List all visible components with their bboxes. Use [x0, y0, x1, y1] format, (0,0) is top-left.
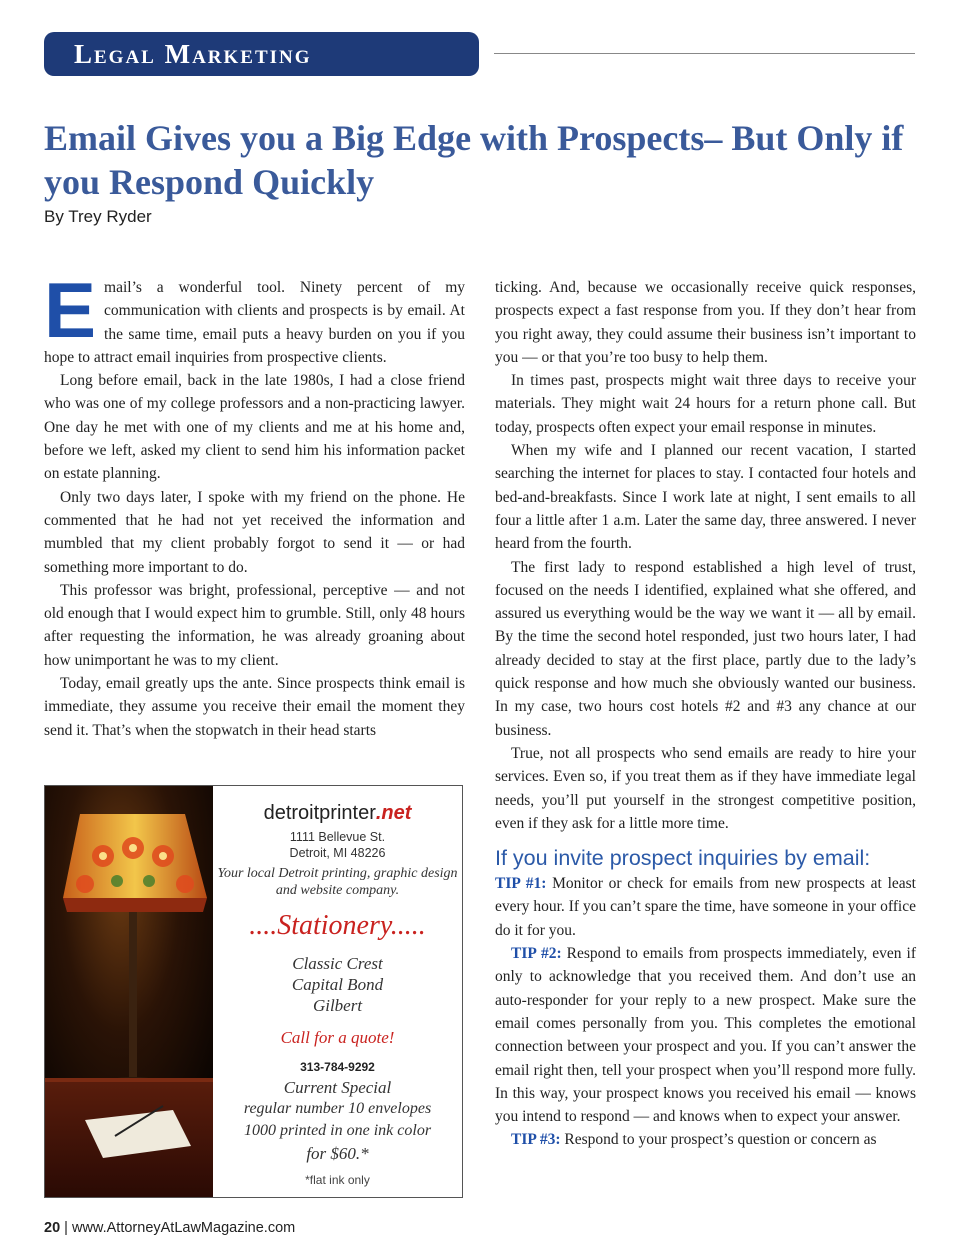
ad-headline: ....Stationery.....	[249, 910, 426, 941]
byline: By Trey Ryder	[44, 207, 152, 226]
ad-cta: Call for a quote!	[280, 1028, 395, 1047]
subhead: If you invite prospect inquiries by email:	[495, 846, 871, 871]
paragraph-2: Long before email, back in the late 1980s, I had a close friend who was one of my college professors and a non-practicing lawyer. One day he met with one of my clients and me at his home and, before we left, asked my client to send him his information packet on estate planning.	[44, 372, 465, 483]
tip-3-text: Respond to your prospect’s question or concern as	[560, 1131, 877, 1149]
ad-special-4: for $60.*	[306, 1144, 369, 1163]
paragraph-6: ticking. And, because we occasionally receive quick responses, prospects expect a fast response from you. If they don’t hear from you right away, they could assume their business isn’t important to you — or that you’re too busy to help them.	[495, 279, 916, 366]
drop-cap: E	[44, 266, 97, 354]
ad-brand-tld: .net	[375, 802, 412, 824]
paragraph-4: This professor was bright, professional, perceptive — and not old enough that I would expect him to grumble. Still, only 48 hours after requesting the information, he was already groaning about how unimportant he was to my client.	[44, 581, 465, 669]
footer-separator: |	[64, 1220, 68, 1236]
ad-address-line-2: Detroit, MI 48226	[289, 846, 386, 860]
tip-3-label: TIP #3:	[511, 1131, 561, 1149]
ad-tagline-line-2: and website company.	[275, 883, 400, 898]
tip-3	[495, 1128, 916, 1151]
ad-brand-name: detroitprinter	[263, 802, 376, 824]
paragraph-9: The first lady to respond established a high level of trust, focused on the needs I identified, explained what she offered, and assured us everything would be the way we want it — all by email. By the time the second hotel responded, just two hours later, I had already decided to stay at the first place, partly due to the lady’s quick response and how much she obviously wanted our business. In my case, two hours cost hotels #2 and #3 any chance at our business.	[495, 558, 916, 739]
ad-stock-1: Classic Crest	[292, 954, 383, 973]
tip-2	[495, 942, 916, 1128]
page-number: 20	[44, 1220, 61, 1236]
left-column	[44, 266, 465, 742]
tip-2-label: TIP #2:	[511, 945, 562, 963]
ad-stock-3: Gilbert	[312, 996, 363, 1015]
right-column	[495, 276, 916, 1152]
tip-1	[495, 872, 916, 942]
paragraph-3: Only two days later, I spoke with my friend on the phone. He commented that he had not yet received the information and mumbled that my client probably forgot to send it — or had something more important to do.	[44, 488, 465, 576]
paragraph-1-text: mail’s a wonderful tool. Ninety percent of my communication with clients and prospects is by email. At the same time, email puts a heavy burden on you if you hope to attract email inquiries from prospective clients.	[44, 279, 465, 366]
printer-advertisement	[44, 785, 463, 1198]
section-label: Legal Marketing	[74, 39, 312, 69]
tiffany-lamp-photo	[45, 786, 213, 1197]
ad-address-line-1: 1111 Bellevue St.	[289, 830, 386, 844]
ad-special-1: Current Special	[283, 1078, 392, 1097]
footer-site: www.AttorneyAtLawMagazine.com	[71, 1220, 296, 1236]
ad-special-3: 1000 printed in one ink color	[243, 1122, 432, 1139]
tip-1-text: Monitor or check for emails from new prospects at least every hour. If you can’t spare the time, have someone in your office do it for you.	[495, 875, 916, 939]
paragraph-5: Today, email greatly ups the ante. Since prospects think email is immediate, they assume you receive their email the moment they send it. That’s when the stopwatch in their head starts	[44, 675, 465, 739]
ad-tagline-line-1: Your local Detroit printing, graphic design	[217, 866, 458, 881]
section-header-tab	[44, 32, 479, 76]
ad-text-panel	[213, 786, 462, 1197]
page-footer	[44, 1220, 295, 1236]
ad-footnote: *flat ink only	[305, 1173, 370, 1187]
paragraph-8: When my wife and I planned our recent vacation, I started searching the internet for places to stay. I contacted four hotels and bed-and-breakfasts. Since I work late at night, I sent emails to all four a little after 1 a.m. Later the same day, three answered. I never heard from the fourth.	[495, 442, 916, 553]
ad-phone: 313-784-9292	[300, 1060, 375, 1074]
ad-brand	[213, 802, 462, 825]
paragraph-10: True, not all prospects who send emails are ready to hire your services. Even so, if you treat them as if they have immediate legal needs, you’ll put yourself in the strongest competitive position, even if they ask for a little more time.	[495, 744, 916, 832]
article-title: Email Gives you a Big Edge with Prospects– But Only if you Respond Quickly	[44, 118, 904, 202]
ad-special-2: regular number 10 envelopes	[243, 1100, 432, 1117]
paragraph-7: In times past, prospects might wait three days to receive your materials. They might wait 24 hours for a return phone call. But today, prospects often expect your email response in minutes.	[495, 372, 916, 436]
tip-1-label: TIP #1:	[495, 875, 547, 893]
paragraph-1	[44, 266, 465, 369]
ad-stock-2: Capital Bond	[291, 975, 384, 994]
header-rule	[494, 53, 915, 54]
tip-2-text: Respond to emails from prospects immediately, even if only to acknowledge that you received them. And don’t use an auto-responder for your reply to a new prospect. Make sure the email comes personally from you. This completes the emotional connection between your prospect and you. If you can’t answer the email right then, tell your prospect when you’ll respond more fully. In this way, your prospect knows you received his email — knows you intend to respond — and knows when to expect your answer.	[495, 945, 916, 1126]
